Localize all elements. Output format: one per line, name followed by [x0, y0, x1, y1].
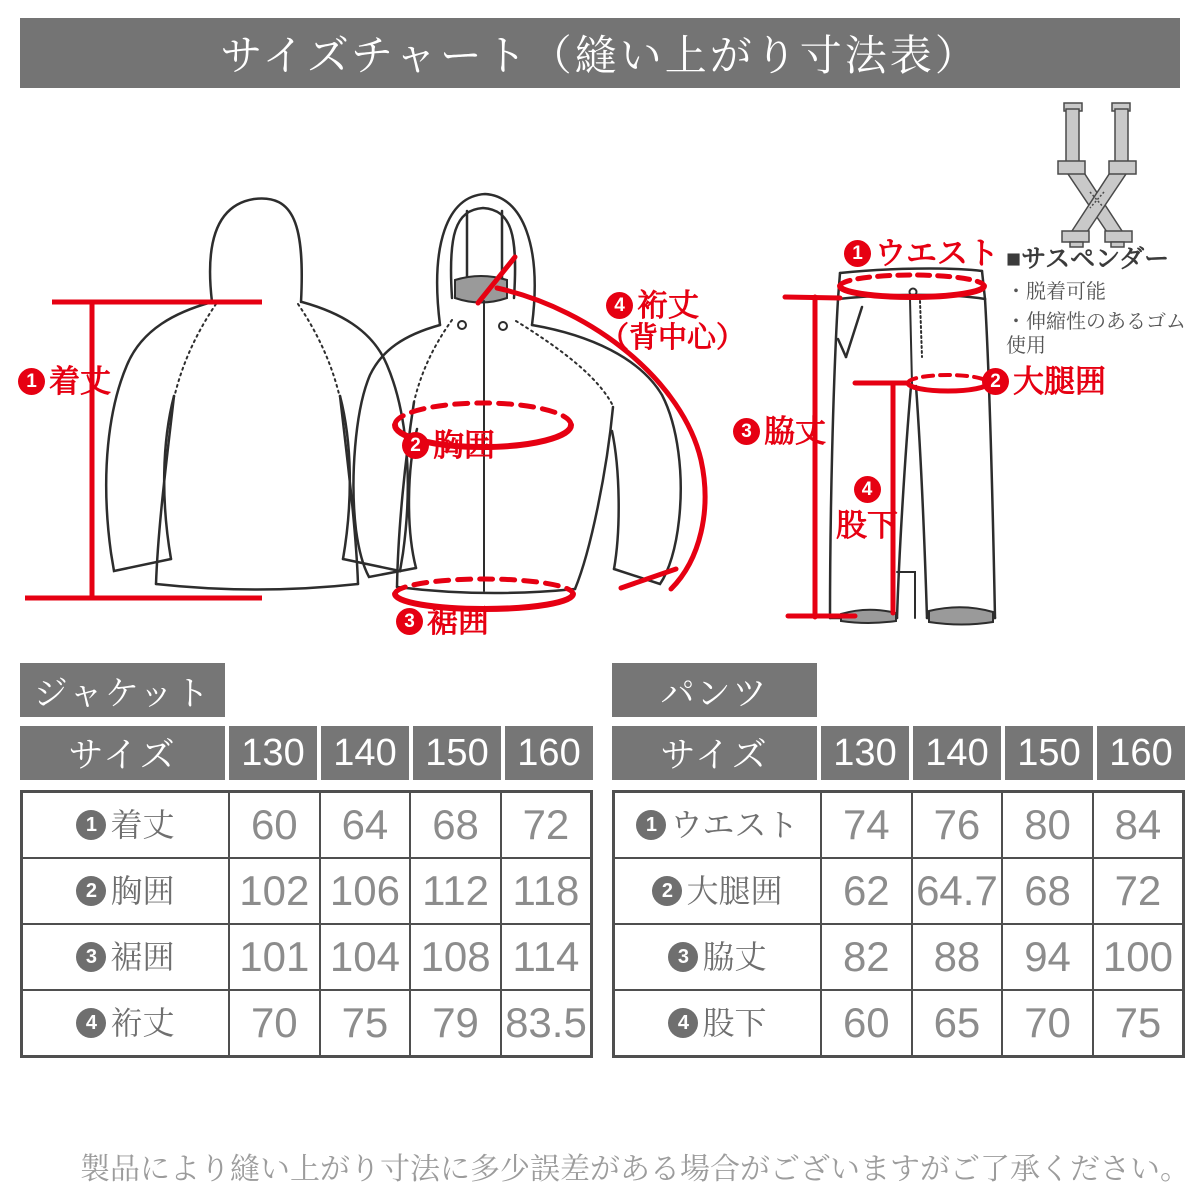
value-cell: 75 — [1093, 990, 1184, 1057]
jacket-back-dimension-lines — [25, 302, 262, 598]
value-cell: 106 — [320, 858, 411, 924]
suspender-title: ■サスペンダー — [1006, 245, 1170, 273]
value-cell: 102 — [229, 858, 320, 924]
size-col-header: 130 — [821, 726, 909, 780]
suspender-note: ・伸縮性のあるゴム使用 — [1006, 311, 1186, 357]
value-cell: 104 — [320, 924, 411, 990]
value-cell: 74 — [821, 792, 912, 859]
value-cell: 70 — [229, 990, 320, 1057]
row-number-badge: 4 — [668, 1008, 698, 1038]
row-number-badge: 2 — [76, 876, 106, 906]
row-label-cell — [614, 990, 822, 1057]
value-cell: 108 — [410, 924, 501, 990]
pants-table-header-row — [612, 726, 1185, 780]
pants-table-body — [612, 790, 1185, 1058]
row-label-cell — [614, 924, 822, 990]
row-label: 裄丈 — [110, 1005, 175, 1041]
row-number-badge: 3 — [668, 942, 698, 972]
value-cell: 118 — [501, 858, 592, 924]
value-cell: 65 — [912, 990, 1003, 1057]
annotation-number-badge: 2 — [402, 432, 429, 459]
value-cell: 112 — [410, 858, 501, 924]
pants-table-tab: パンツ — [612, 663, 817, 717]
annotation-label: 股下 — [836, 508, 898, 543]
suspender-info — [1006, 244, 1200, 358]
annotation-number-badge: 1 — [844, 240, 871, 267]
annotation-jacket-sleeve — [606, 290, 699, 321]
value-cell: 94 — [1002, 924, 1093, 990]
value-cell: 101 — [229, 924, 320, 990]
page-title: サイズチャート（縫い上がり寸法表） — [220, 32, 980, 79]
row-number-badge: 1 — [636, 810, 666, 840]
pants-size-table — [612, 663, 1185, 1058]
annotation-label: ウエスト — [875, 236, 999, 271]
annotation-number-badge: 4 — [854, 476, 881, 503]
table-row — [22, 792, 592, 859]
row-label-cell — [614, 858, 822, 924]
annotation-jacket-chest — [402, 430, 495, 461]
annotation-number-badge: 1 — [18, 368, 45, 395]
row-label-cell — [22, 858, 230, 924]
page-title-bar — [20, 18, 1180, 88]
annotation-label: 裾囲 — [427, 604, 489, 639]
jacket-front-drawing — [354, 194, 681, 593]
value-cell: 83.5 — [501, 990, 592, 1057]
value-cell: 114 — [501, 924, 592, 990]
annotation-jacket-sleeve-sub: （背中心） — [600, 322, 746, 354]
table-row — [614, 858, 1184, 924]
annotation-jacket-hem — [396, 606, 489, 637]
row-label: 股下 — [702, 1005, 767, 1041]
size-header-cell: サイズ — [20, 726, 225, 780]
annotation-label: 大腿囲 — [1013, 364, 1106, 399]
value-cell: 68 — [410, 792, 501, 859]
value-cell: 70 — [1002, 990, 1093, 1057]
size-col-header: 150 — [1005, 726, 1093, 780]
row-number-badge: 1 — [76, 810, 106, 840]
table-row — [22, 924, 592, 990]
annotation-number-badge: 3 — [396, 608, 423, 635]
size-col-header: 160 — [505, 726, 593, 780]
table-row — [22, 990, 592, 1057]
size-col-header: 150 — [413, 726, 501, 780]
value-cell: 60 — [821, 990, 912, 1057]
value-cell: 72 — [501, 792, 592, 859]
size-col-header: 140 — [913, 726, 1001, 780]
annotation-number-badge: 4 — [606, 292, 633, 319]
value-cell: 80 — [1002, 792, 1093, 859]
annotation-pants-thigh — [982, 366, 1106, 397]
table-row — [614, 792, 1184, 859]
table-row — [614, 924, 1184, 990]
value-cell: 64.7 — [912, 858, 1003, 924]
jacket-table-body — [20, 790, 593, 1058]
annotation-label: 裄丈 — [637, 288, 699, 323]
value-cell: 68 — [1002, 858, 1093, 924]
pants-drawing — [830, 269, 995, 625]
jacket-table-tab: ジャケット — [20, 663, 225, 717]
jacket-size-table — [20, 663, 593, 1058]
annotation-label: 着丈 — [49, 364, 111, 399]
value-cell: 82 — [821, 924, 912, 990]
row-label-cell — [22, 792, 230, 859]
row-label: 大腿囲 — [686, 873, 783, 909]
row-label-cell — [22, 924, 230, 990]
row-number-badge: 4 — [76, 1008, 106, 1038]
value-cell: 79 — [410, 990, 501, 1057]
value-cell: 62 — [821, 858, 912, 924]
value-cell: 100 — [1093, 924, 1184, 990]
annotation-pants-inseam — [836, 476, 898, 541]
size-col-header: 140 — [321, 726, 409, 780]
value-cell: 60 — [229, 792, 320, 859]
jacket-table-header-row — [20, 726, 593, 780]
value-cell: 88 — [912, 924, 1003, 990]
annotation-label: 脇丈 — [764, 414, 826, 449]
row-label: ウエスト — [670, 807, 799, 843]
suspender-drawing — [1058, 103, 1136, 247]
row-number-badge: 2 — [652, 876, 682, 906]
value-cell: 76 — [912, 792, 1003, 859]
value-cell: 75 — [320, 990, 411, 1057]
row-label-cell — [22, 990, 230, 1057]
row-number-badge: 3 — [76, 942, 106, 972]
table-row — [614, 990, 1184, 1057]
value-cell: 84 — [1093, 792, 1184, 859]
annotation-number-badge: 2 — [982, 368, 1009, 395]
row-label-cell — [614, 792, 822, 859]
annotation-pants-side-length — [733, 416, 826, 447]
annotation-jacket-length — [18, 366, 111, 397]
tolerance-note: 製品により縫い上がり寸法に多少誤差がある場合がございますがご了承ください。 — [80, 1153, 1190, 1186]
row-label: 着丈 — [110, 807, 175, 843]
size-col-header: 130 — [229, 726, 317, 780]
row-label: 胸囲 — [110, 873, 175, 909]
annotation-pants-waist — [844, 238, 999, 269]
annotation-label: 胸囲 — [433, 428, 495, 463]
row-label: 脇丈 — [702, 939, 767, 975]
annotation-number-badge: 3 — [733, 418, 760, 445]
size-col-header: 160 — [1097, 726, 1185, 780]
value-cell: 64 — [320, 792, 411, 859]
size-header-cell: サイズ — [612, 726, 817, 780]
row-label: 裾囲 — [110, 939, 175, 975]
suspender-note: ・脱着可能 — [1006, 281, 1106, 303]
value-cell: 72 — [1093, 858, 1184, 924]
table-row — [22, 858, 592, 924]
